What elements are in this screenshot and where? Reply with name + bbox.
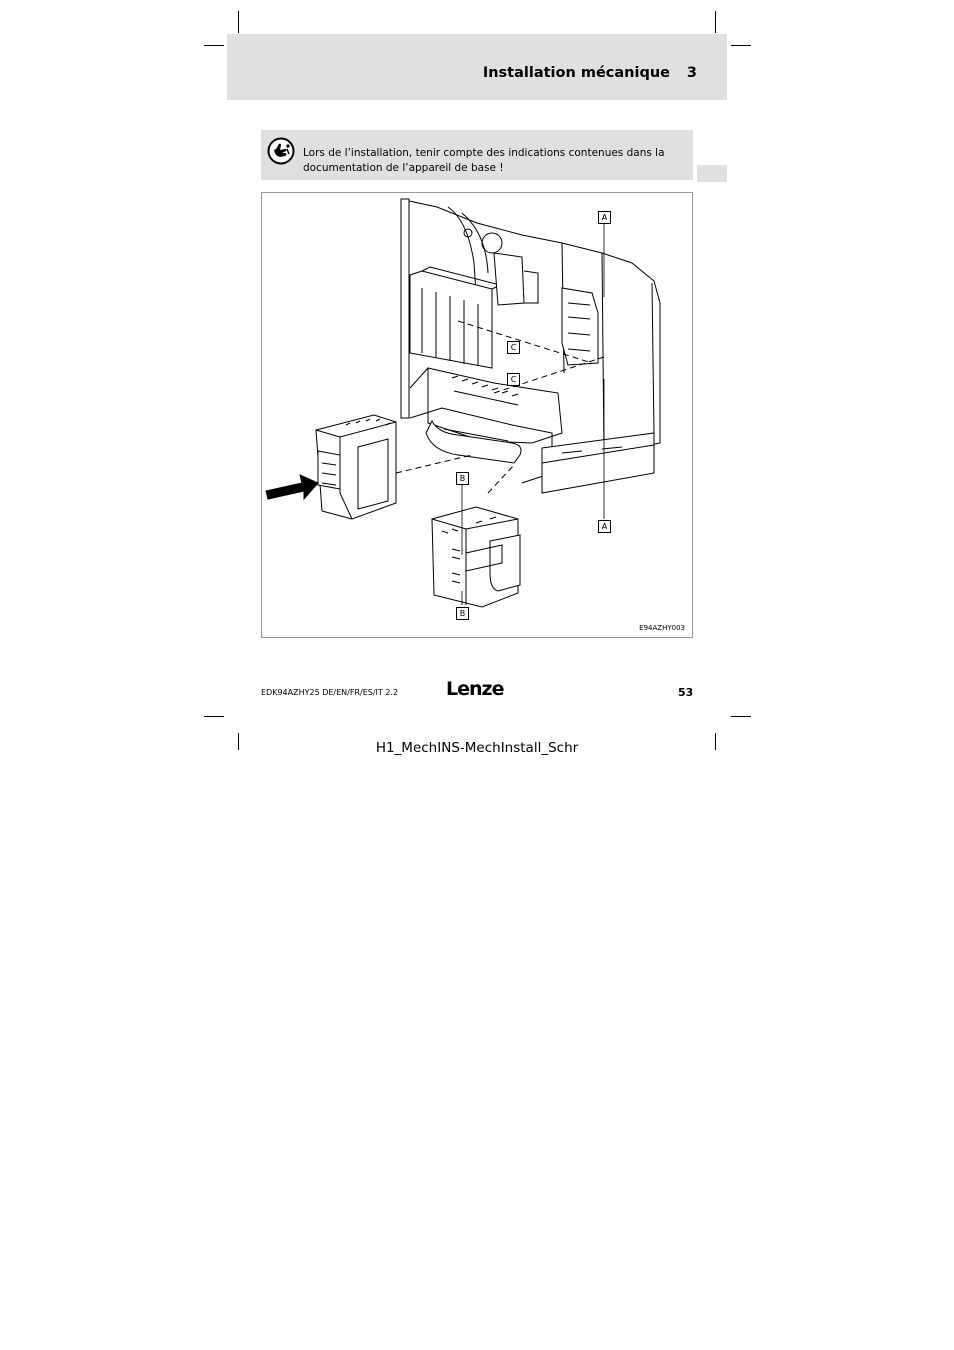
crop-mark: [715, 11, 716, 33]
chapter-tab: [697, 165, 727, 182]
page-number: 53: [678, 686, 694, 699]
callout-label: A: [598, 520, 611, 533]
callout-label: B: [456, 472, 469, 485]
page-title: Installation mécanique: [482, 65, 670, 81]
crop-mark: [204, 45, 224, 46]
tip-line-1: Lors de l’installation, tenir compte des indications contenues dans la: [303, 147, 665, 159]
chapter-number: 3: [686, 65, 697, 81]
installation-drawing: [262, 193, 692, 637]
lenze-logo: Lenze: [446, 678, 504, 700]
crop-mark: [731, 716, 751, 717]
file-slug: H1_MechINS-MechInstall_Schr: [375, 740, 579, 756]
callout-label: B: [456, 607, 469, 620]
tip-line-2: documentation de l’appareil de base !: [303, 162, 504, 174]
tip-note: [261, 130, 693, 180]
header-band: [227, 34, 727, 100]
crop-mark: [204, 716, 224, 717]
crop-mark: [731, 45, 751, 46]
tip-icon: [267, 137, 295, 165]
doc-reference: EDK94AZHY25 DE/EN/FR/ES/IT 2.2: [261, 688, 399, 697]
figure-id: E94AZHY003: [639, 624, 685, 632]
callout-label: C: [507, 341, 520, 354]
callout-label: C: [507, 373, 520, 386]
callout-label: A: [598, 211, 611, 224]
crop-mark: [238, 11, 239, 33]
installation-figure: [261, 192, 693, 638]
tip-text: [303, 146, 683, 176]
